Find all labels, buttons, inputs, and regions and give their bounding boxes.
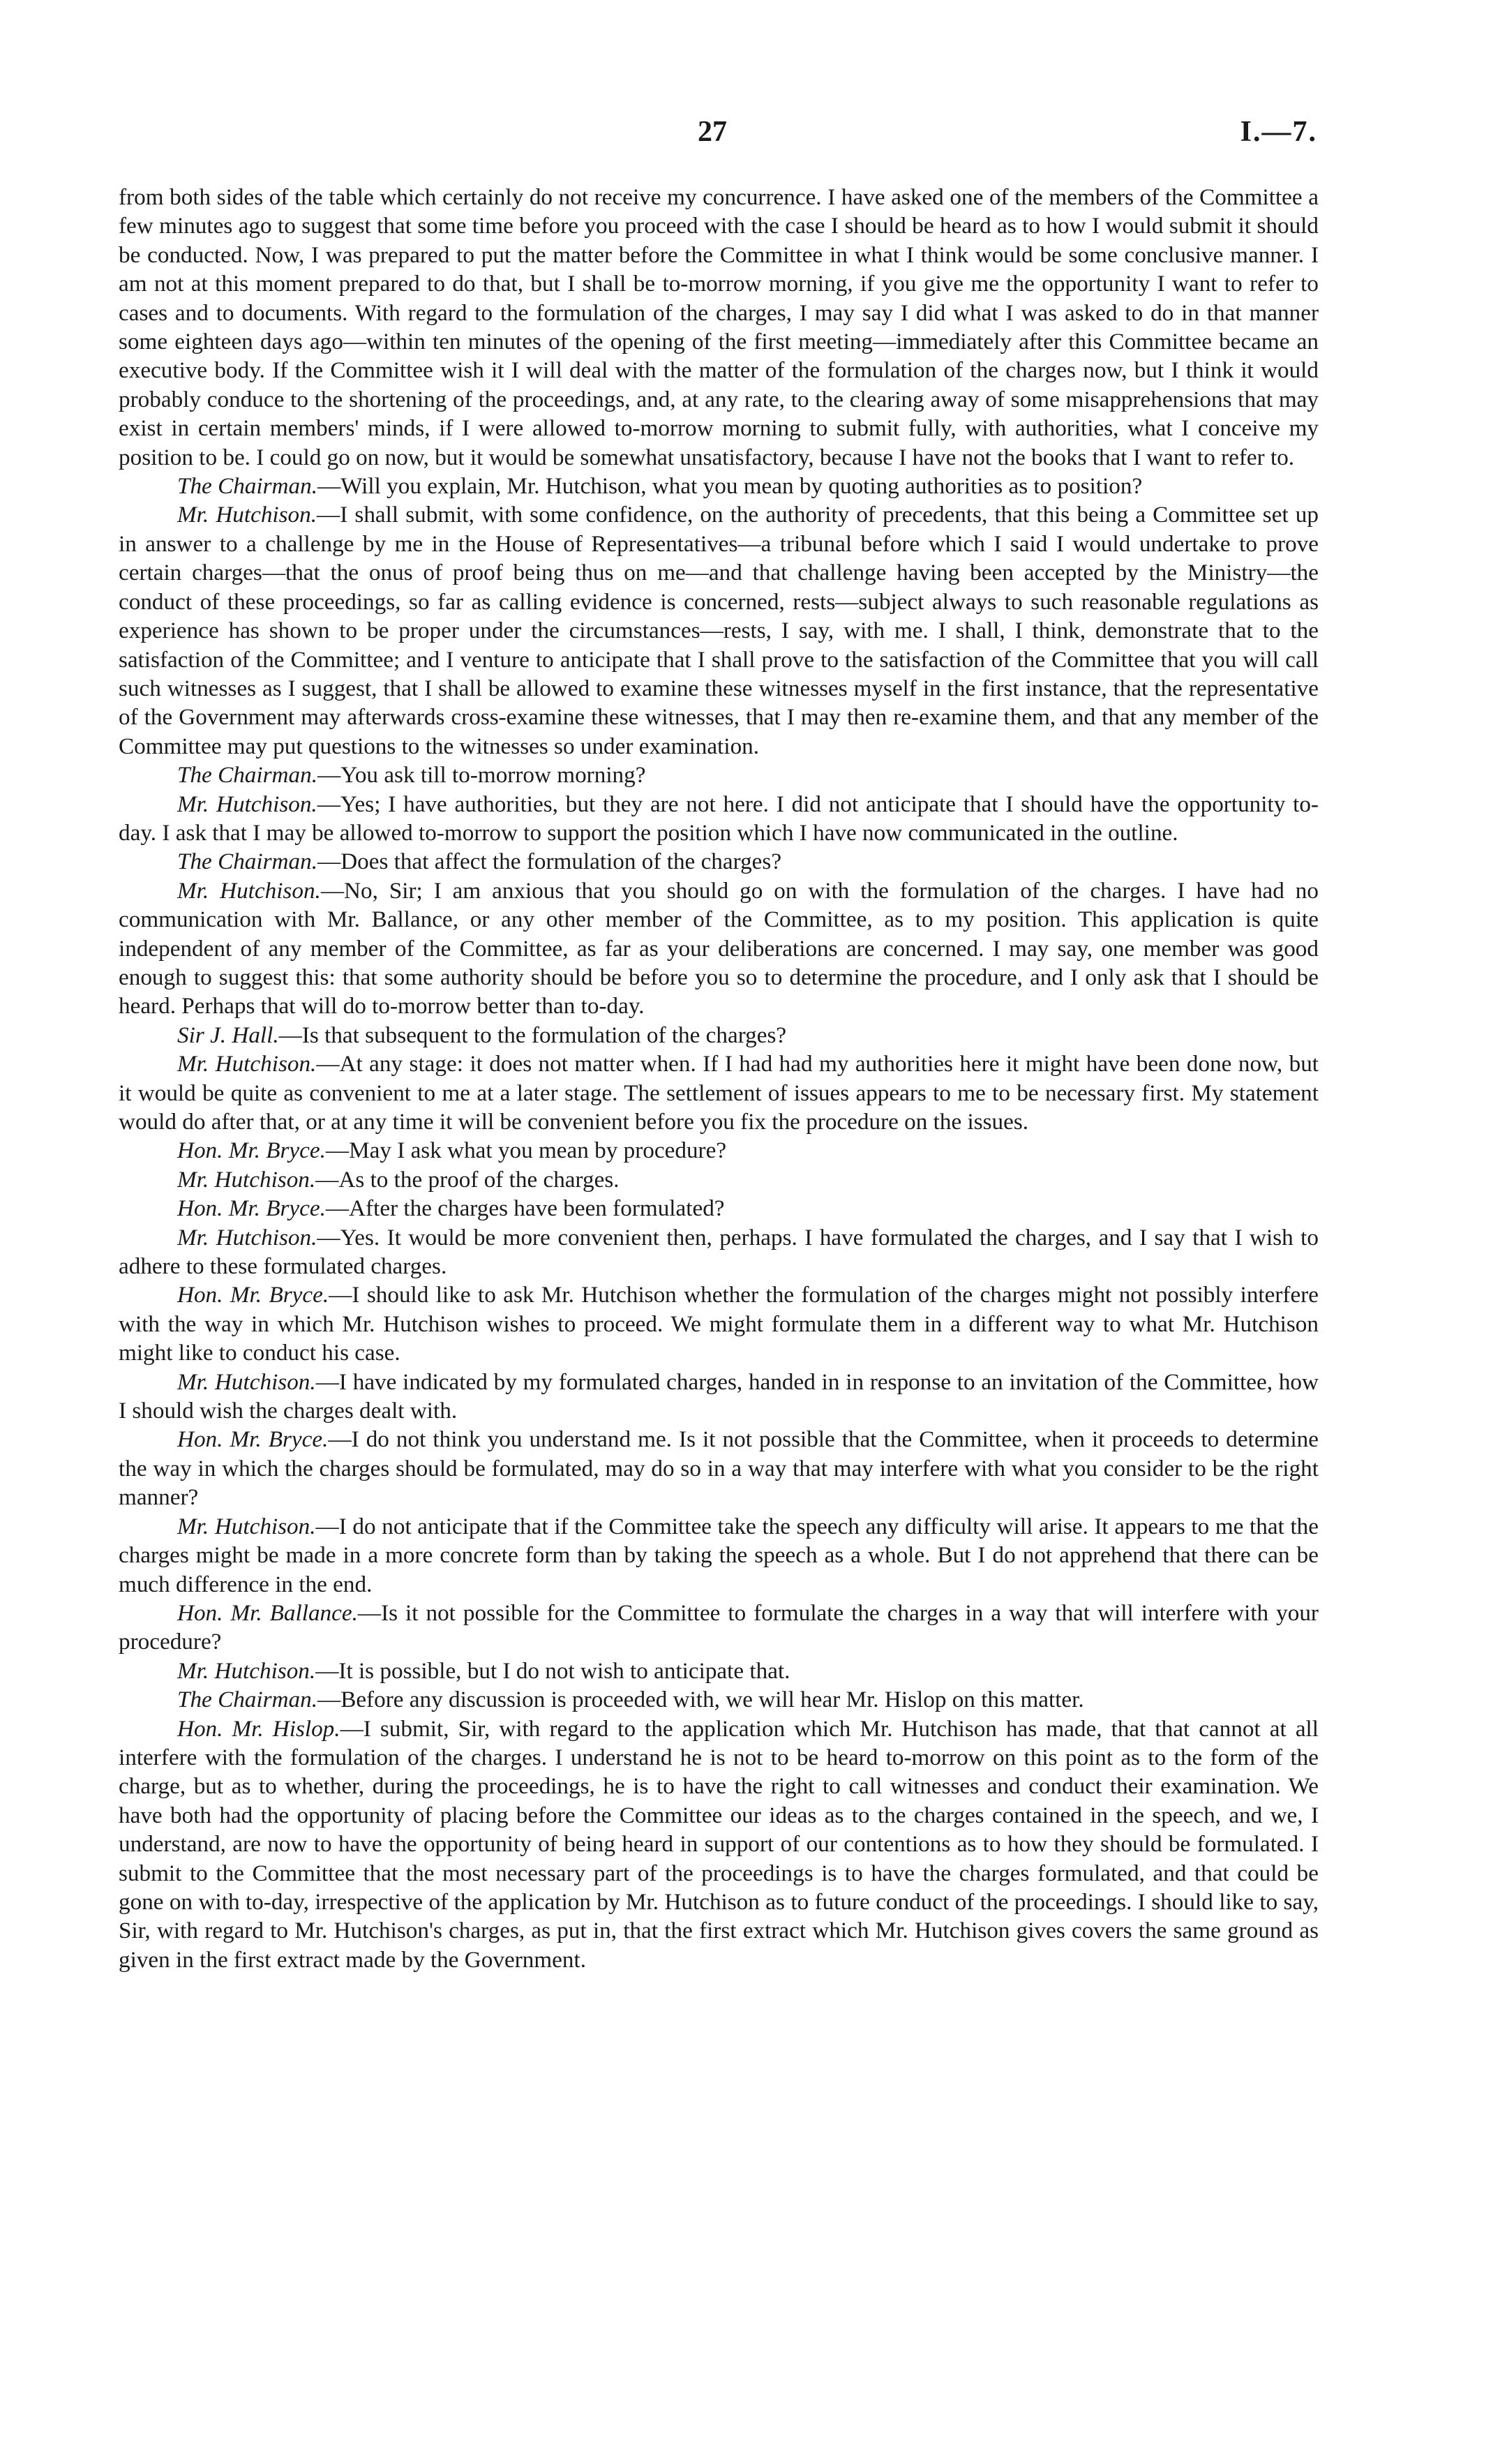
minutes-body	[119, 183, 1319, 1974]
speaker-name: The Chairman.	[177, 473, 317, 500]
page-header	[0, 115, 1500, 157]
speech-paragraph	[119, 1657, 1319, 1685]
speech-paragraph	[119, 1165, 1319, 1194]
speech-paragraph	[119, 1368, 1319, 1426]
speaker-name: Mr. Hutchison.	[177, 877, 321, 904]
speech-text: —I do not anticipate that if the Committee take the speech any difficulty will arise. It appears to me that the charges might be made in a more concrete form than by taking the speech as a whole. But I do not apprehend that there can be much difference in the end.	[119, 1513, 1319, 1597]
speaker-name: Hon. Mr. Bryce.	[177, 1282, 329, 1308]
speech-paragraph	[119, 1136, 1319, 1165]
speech-text: —At any stage: it does not matter when. If I had had my authorities here it might have been done now, but it would be quite as convenient to me at a later stage. The settlement of issues appears to me to be necessary first. My statement would do after that, or at any time it will be convenient before you fix the procedure on the issues.	[119, 1051, 1319, 1135]
speech-paragraph	[119, 1685, 1319, 1714]
speaker-name: Hon. Mr. Hislop.	[177, 1715, 340, 1742]
speech-text: —Will you explain, Mr. Hutchison, what you mean by quoting authorities as to position?	[317, 473, 1143, 500]
speaker-name: The Chairman.	[177, 1687, 317, 1713]
speech-paragraph	[119, 1715, 1319, 1975]
speech-text: —May I ask what you mean by procedure?	[325, 1137, 727, 1164]
speaker-name: Hon. Mr. Bryce.	[177, 1137, 326, 1164]
speech-text: —No, Sir; I am anxious that you should go on with the formulation of the charges. I have had no communication with Mr. Ballance, or any other member of the Committee, as to my position. This application is quite independent of any member of the Committee, as far as your deliberations are concerned. I may say, one member was good enough to suggest this: that some authority should be before you so to determine the procedure, and I only ask that I should be heard. Perhaps that will do to-morrow better than to-day.	[119, 877, 1319, 1020]
page-number: 27	[698, 116, 727, 148]
speech-paragraph	[119, 1223, 1319, 1281]
speech-text: —I submit, Sir, with regard to the application which Mr. Hutchison has made, that that cannot at all interfere with the formulation of the charges. I understand he is not to be heard to-morrow on this point as to the form of the charge, but as to whether, during the proceedings, he is to have the right to call witnesses and conduct their examination. We have both had the opportunity of placing before the Committee our ideas as to the charges contained in the speech, and we, I understand, are now to have the opportunity of being heard in support of our contentions as to how they should be formulated. I submit to the Committee that the most necessary part of the proceedings is to have the charges formulated, and that could be gone on with to-day, irrespective of the application by Mr. Hutchison as to future conduct of the proceedings. I should like to say, Sir, with regard to Mr. Hutchison's charges, as put in, that the first extract which Mr. Hutchison gives covers the same ground as given in the first extract made by the Government.	[119, 1715, 1319, 1973]
speech-paragraph	[119, 847, 1319, 876]
speech-paragraph	[119, 1512, 1319, 1599]
speech-paragraph	[119, 1425, 1319, 1511]
speech-text: —I should like to ask Mr. Hutchison whether the formulation of the charges might not possibly interfere with the way in which Mr. Hutchison wishes to proceed. We might formulate them in a different way to what Mr. Hutchison might like to conduct his case.	[119, 1282, 1319, 1366]
speaker-name: Mr. Hutchison.	[177, 1051, 317, 1077]
speech-text: —Is it not possible for the Committee to formulate the charges in a way that will interfere with your procedure?	[119, 1599, 1319, 1655]
speech-paragraph	[119, 1194, 1319, 1223]
speech-paragraph	[119, 500, 1319, 761]
speech-text: —Is that subsequent to the formulation of the charges?	[278, 1022, 787, 1048]
speech-text: —I do not think you understand me. Is it not possible that the Committee, when it proceeds to determine the way in which the charges should be formulated, may do so in a way that may interfere with what you consider to be the right manner?	[119, 1426, 1319, 1511]
speech-text: —It is possible, but I do not wish to anticipate that.	[315, 1657, 790, 1684]
speech-paragraph	[119, 761, 1319, 789]
speech-paragraph	[119, 790, 1319, 848]
speech-text: —Yes. It would be more convenient then, perhaps. I have formulated the charges, and I say that I wish to adhere to these formulated charges.	[119, 1224, 1319, 1280]
speaker-name: Hon. Mr. Bryce.	[177, 1195, 326, 1222]
speech-text: —Before any discussion is proceeded with, we will hear Mr. Hislop on this matter.	[317, 1687, 1084, 1713]
speaker-name: Sir J. Hall.	[177, 1022, 279, 1048]
continued-paragraph	[119, 183, 1319, 472]
speech-text: —I have indicated by my formulated charges, handed in in response to an invitation of the Committee, how I should wish the charges dealt with.	[119, 1368, 1319, 1424]
speech-paragraph	[119, 1050, 1319, 1136]
speaker-name: Mr. Hutchison.	[177, 1368, 316, 1395]
speech-text: —As to the proof of the charges.	[315, 1166, 620, 1193]
speaker-name: Mr. Hutchison.	[177, 791, 317, 817]
speaker-name: Hon. Mr. Bryce.	[177, 1426, 329, 1453]
speaker-name: Mr. Hutchison.	[177, 502, 317, 528]
speech-text: —Does that affect the formulation of the charges?	[317, 849, 782, 875]
speech-paragraph	[119, 1280, 1319, 1367]
speaker-name: Mr. Hutchison.	[177, 1513, 316, 1539]
speaker-name: The Chairman.	[177, 849, 317, 875]
speech-paragraph	[119, 1599, 1319, 1657]
speech-text: —I shall submit, with some confidence, on the authority of precedents, that this being a Committee set up in answer to a challenge by me in the House of Representatives—a tribunal before which I said I would undertake to prove certain charges—that the onus of proof being thus on me—and that challenge having been accepted by the Ministry—the conduct of these proceedings, so far as calling evidence is concerned, rests—subject always to such reasonable regulations as experience has shown to be proper under the circumstances—rests, I say, with me. I shall, I think, demonstrate that to the satisfaction of the Committee; and I venture to anticipate that I shall prove to the satisfaction of the Committee that you will call such witnesses as I suggest, that I shall be allowed to examine these witnesses myself in the first instance, that the representative of the Government may afterwards cross-examine these witnesses, that I may then re-examine them, and that any member of the Committee may put questions to the witnesses so under examination.	[119, 502, 1319, 759]
document-reference: I.—7.	[1240, 116, 1317, 148]
speech-paragraph	[119, 876, 1319, 1021]
speaker-name: The Chairman.	[177, 762, 317, 789]
speech-paragraph	[119, 472, 1319, 500]
speech-text: —You ask till to-morrow morning?	[317, 762, 646, 789]
speaker-name: Mr. Hutchison.	[177, 1224, 317, 1250]
speech-text: —Yes; I have authorities, but they are not here. I did not anticipate that I should have the opportunity to-day. I ask that I may be allowed to-morrow to support the position which I have now communicated in the outline.	[119, 791, 1319, 846]
paragraph-text: from both sides of the table which certainly do not receive my concurrence. I have asked one of the members of the Committee a few minutes ago to suggest that some time before you proceed with the case I should be heard as to how I would submit it should be conducted. Now, I was prepared to put the matter before the Committee in what I think would be some conclusive manner. I am not at this moment prepared to do that, but I shall be to-morrow morning, if you give me the opportunity I want to refer to cases and to documents. With regard to the formulation of the charges, I may say I did what I was asked to do in that manner some eighteen days ago—within ten minutes of the opening of the first meeting—immediately after this Committee became an executive body. If the Committee wish it I will deal with the matter of the formulation of the charges now, but I think it would probably conduce to the shortening of the proceedings, and, at any rate, to the clearing away of some misapprehensions that may exist in certain members' minds, if I were allowed to-morrow morning to submit fully, with authorities, what I conceive my position to be. I could go on now, but it would be somewhat unsatisfactory, because I have not the books that I want to refer to.	[119, 184, 1319, 470]
speech-text: —After the charges have been formulated?	[325, 1195, 725, 1222]
speaker-name: Mr. Hutchison.	[177, 1166, 316, 1193]
speaker-name: Hon. Mr. Ballance.	[177, 1599, 358, 1626]
speech-paragraph	[119, 1021, 1319, 1050]
speaker-name: Mr. Hutchison.	[177, 1657, 316, 1684]
